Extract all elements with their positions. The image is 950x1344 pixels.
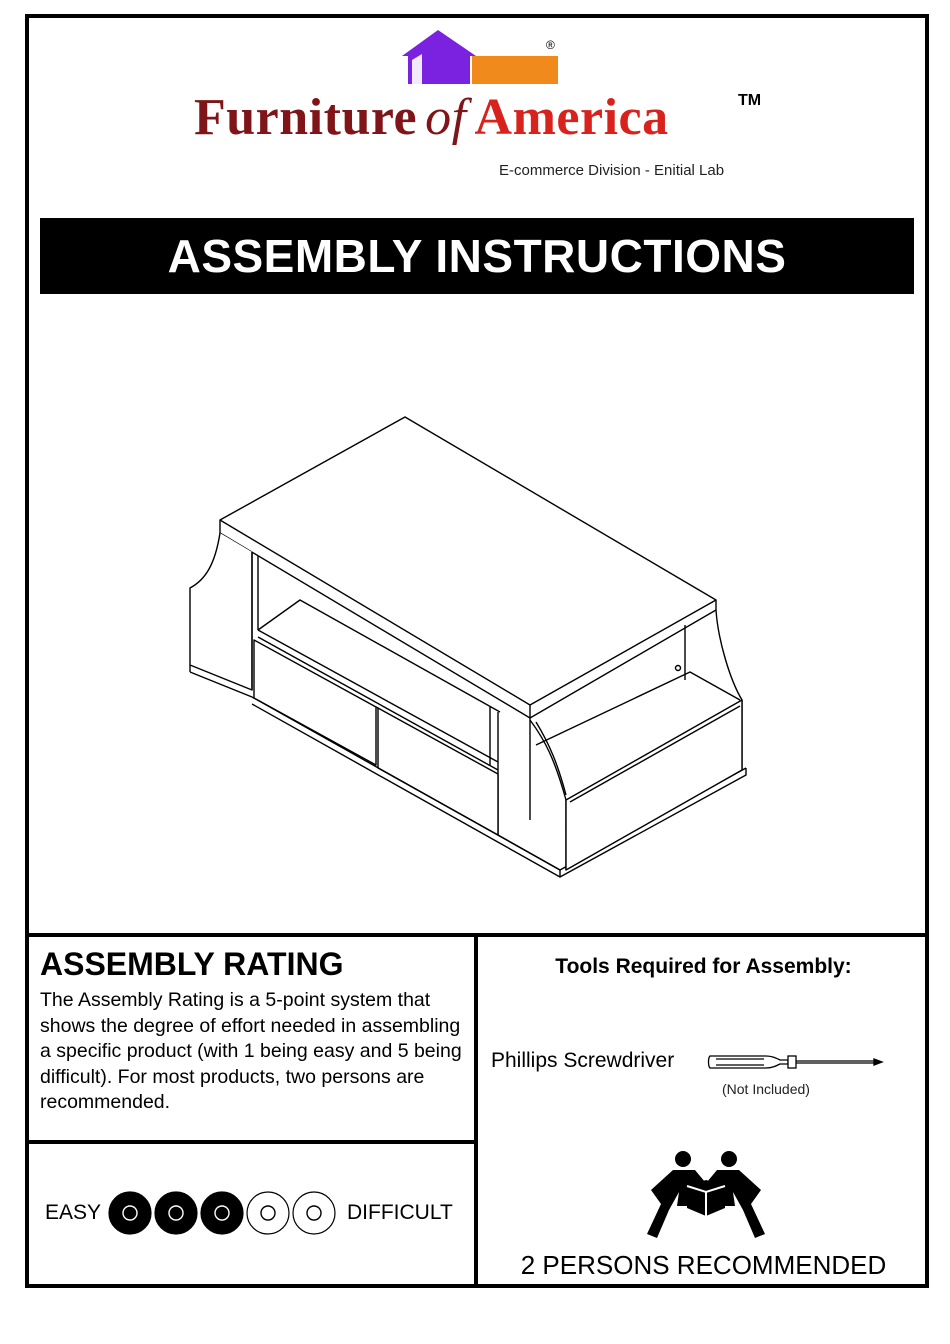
brand-word-america: America [474,89,669,146]
rating-divider [25,1140,476,1144]
rating-dot-4 [247,1192,289,1234]
panel-divider-vertical [474,933,478,1288]
assembly-rating-heading: ASSEMBLY RATING [40,946,344,982]
two-persons-icon [643,1150,769,1242]
brand-name [194,88,669,147]
rating-dot-5 [293,1192,335,1234]
tv-stand-illustration [180,410,760,890]
assembly-rating-description: The Assembly Rating is a 5-point system that shows the degree of effort needed in assembling a specific product (with 1 being easy and 5 being difficult). For most products, two persons are recommended. [40,989,462,1113]
tools-heading: Tools Required for Assembly: [555,955,852,978]
logo-house-icon [398,26,568,90]
rating-dot-1 [109,1192,151,1234]
difficult-label: DIFFICULT [347,1201,453,1224]
persons-recommended-label: 2 PERSONS RECOMMENDED [520,1250,887,1280]
division-text: E-commerce Division - Enitial Lab [499,162,725,179]
registered-mark: ® [546,38,555,52]
tool-name: Phillips Screwdriver [491,1049,675,1072]
rating-dots [107,1190,339,1236]
rating-dot-3 [201,1192,243,1234]
page-title: ASSEMBLY INSTRUCTIONS [40,218,914,294]
tool-note: (Not Included) [722,1081,810,1097]
logo-orange-bar [472,56,558,84]
screwdriver-icon [706,1046,886,1078]
easy-label: EASY [45,1201,102,1224]
rating-dot-2 [155,1192,197,1234]
brand-word-furniture: Furniture [194,89,418,146]
trademark-mark: TM [738,92,762,109]
brand-word-of: of [425,89,467,146]
logo [0,0,950,200]
